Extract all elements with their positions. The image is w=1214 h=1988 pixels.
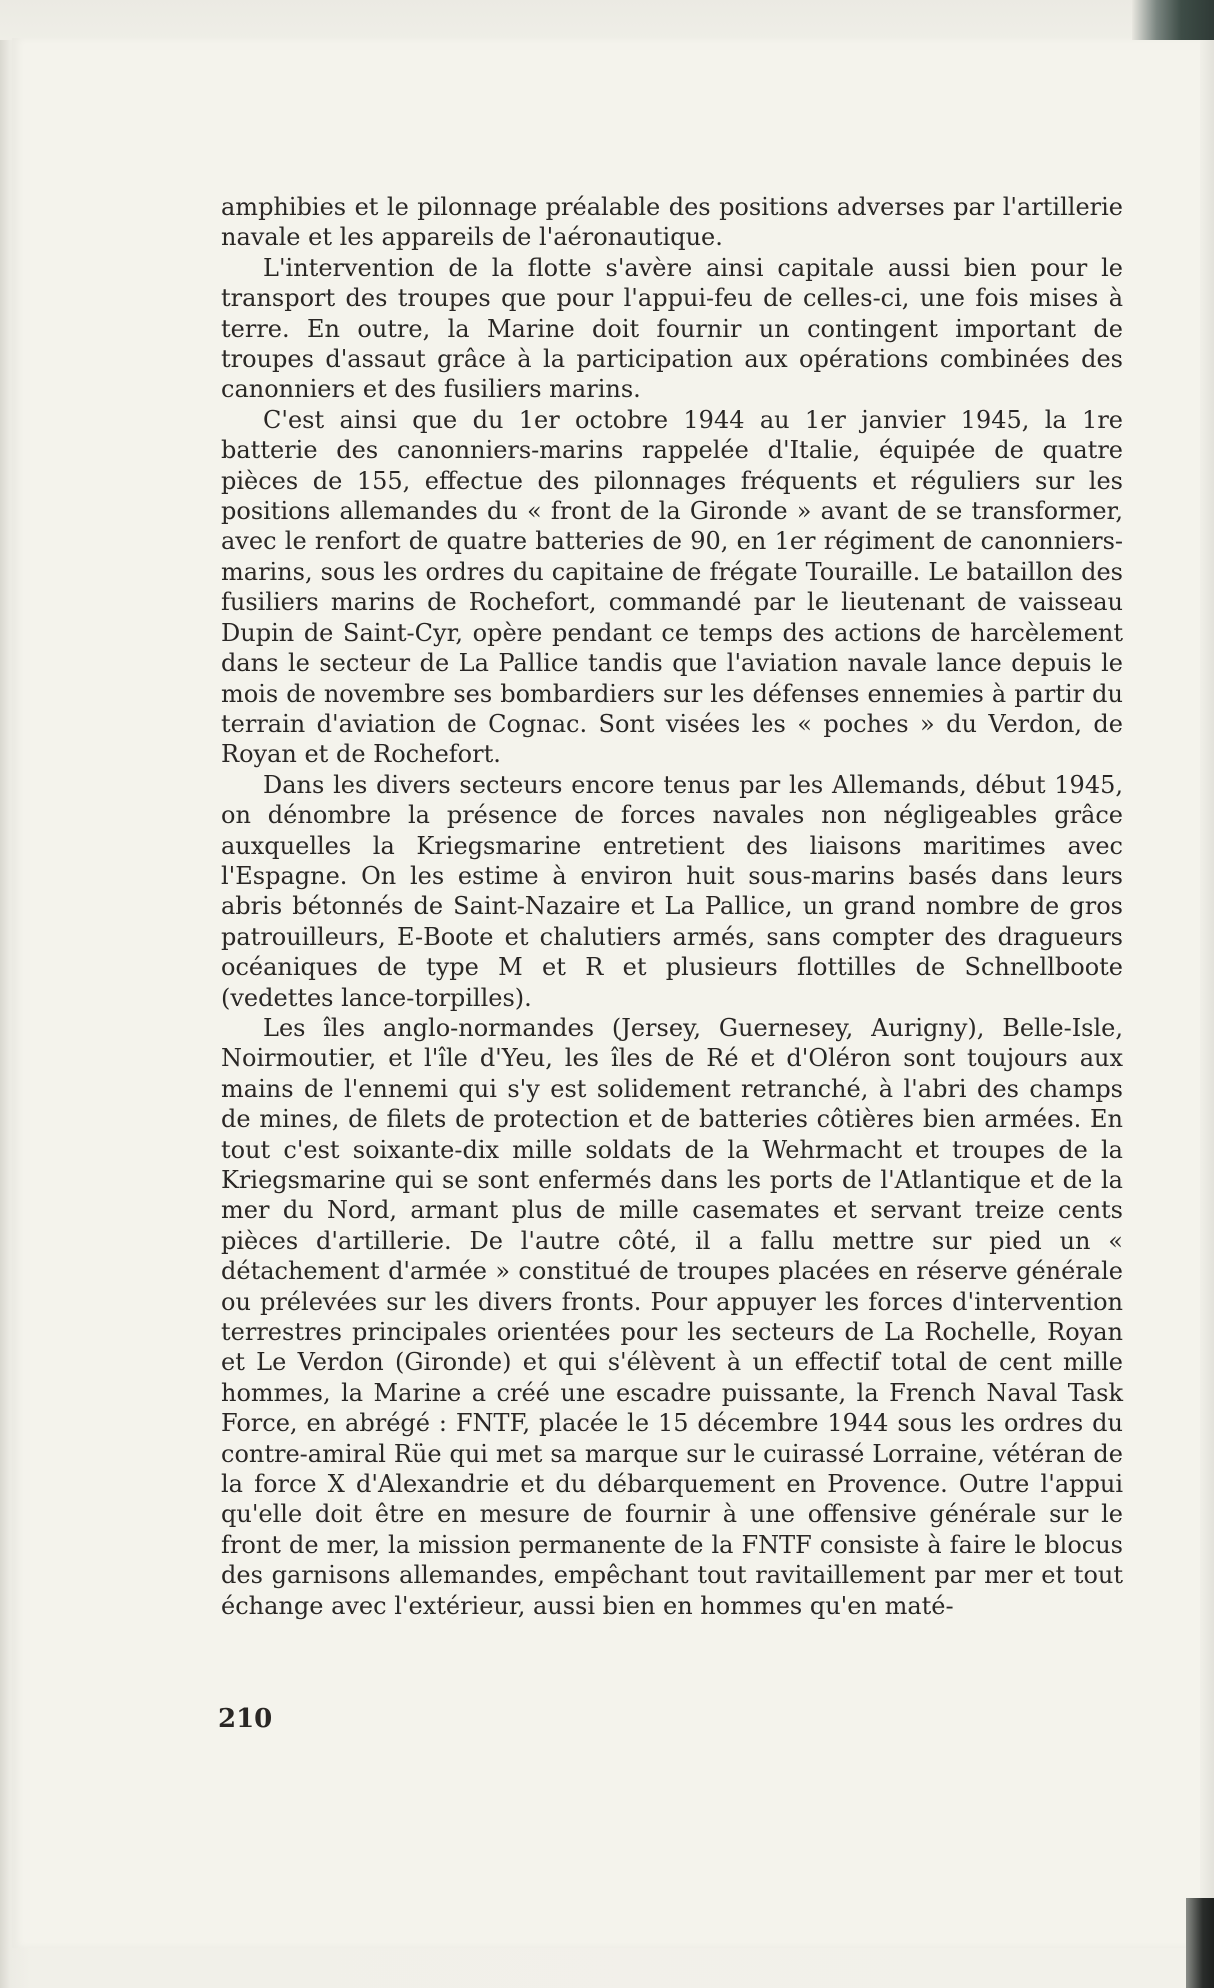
body-text bbox=[221, 192, 1123, 1621]
binding-strip-top bbox=[1132, 0, 1214, 40]
paragraph-1: amphibies et le pilonnage préalable des positions adverses par l'artillerie navale et les appareils de l'aéronautique. bbox=[221, 193, 1123, 252]
paragraph-5: Les îles anglo-normandes (Jersey, Guernesey, Aurigny), Belle-Isle, Noirmoutier, et l'île d'Yeu, les îles de Ré et d'Oléron sont toujours aux mains de l'ennemi qui s'y est solidement retranché, à l'abri des champs de mines, de filets de protection et de batteries côtières bien armées. En tout c'est soixante-dix mille soldats de la Wehrmacht et troupes de la Kriegsmarine qui se sont enfermés dans les ports de l'Atlantique et de la mer du Nord, armant plus de mille casemates et servant treize cents pièces d'artillerie. De l'autre côté, il a fallu mettre sur pied un « détachement d'armée » constitué de troupes placées en réserve générale ou prélevées sur les divers fronts. Pour appuyer les forces d'intervention terrestres principales orientées pour les secteurs de La Rochelle, Royan et Le Verdon (Gironde) et qui s'élèvent à un effectif total de cent mille hommes, la Marine a créé une escadre puissante, la French Naval Task Force, en abrégé : FNTF, placée le 15 décembre 1944 sous les ordres du contre-amiral Rüe qui met sa marque sur le cuirassé Lorraine, vétéran de la force X d'Alexandrie et du débarquement en Provence. Outre l'appui qu'elle doit être en mesure de fournir à une offensive générale sur le front de mer, la mission permanente de la FNTF consiste à faire le blocus des garnisons allemandes, empêchant tout ravitaillement par mer et tout échange avec l'extérieur, aussi bien en hommes qu'en maté- bbox=[221, 1013, 1123, 1620]
paragraph-4: Dans les divers secteurs encore tenus par les Allemands, début 1945, on dénombre la présence de forces navales non négligeables grâce auxquelles la Kriegsmarine entretient des liaisons maritimes avec l'Espagne. On les estime à environ huit sous-marins basés dans leurs abris bétonnés de Saint-Nazaire et La Pallice, un grand nombre de gros patrouilleurs, E-Boote et chalutiers armés, sans compter des dragueurs océaniques de type M et R et plusieurs flottilles de Schnellboote (vedettes lance-torpilles). bbox=[221, 770, 1123, 1012]
binding-strip-bottom bbox=[1186, 1898, 1214, 1988]
top-margin-shadow bbox=[0, 0, 1214, 40]
page-number: 210 bbox=[218, 1704, 273, 1734]
paragraph-3: C'est ainsi que du 1er octobre 1944 au 1er janvier 1945, la 1re batterie des canonniers-marins rappelée d'Italie, équipée de quatre pièces de 155, effectue des pilonnages fréquents et réguliers sur les positions allemandes du « front de la Gironde » avant de se transformer, avec le renfort de quatre batteries de 90, en 1er régiment de canonniers-marins, sous les ordres du capitaine de frégate Touraille. Le bataillon des fusiliers marins de Rochefort, commandé par le lieutenant de vaisseau Dupin de Saint-Cyr, opère pendant ce temps des actions de harcèlement dans le secteur de La Pallice tandis que l'aviation navale lance depuis le mois de novembre ses bombardiers sur les défenses ennemies à partir du terrain d'aviation de Cognac. Sont visées les « poches » du Verdon, de Royan et de Rochefort. bbox=[221, 405, 1123, 769]
page-right-edge bbox=[1200, 40, 1214, 1900]
paragraph-2: L'intervention de la flotte s'avère ainsi capitale aussi bien pour le transport des troupes que pour l'appui-feu de celles-ci, une fois mises à terre. En outre, la Marine doit fournir un contingent important de troupes d'assaut grâce à la participation aux opérations combinées des canonniers et des fusiliers marins. bbox=[221, 253, 1123, 404]
